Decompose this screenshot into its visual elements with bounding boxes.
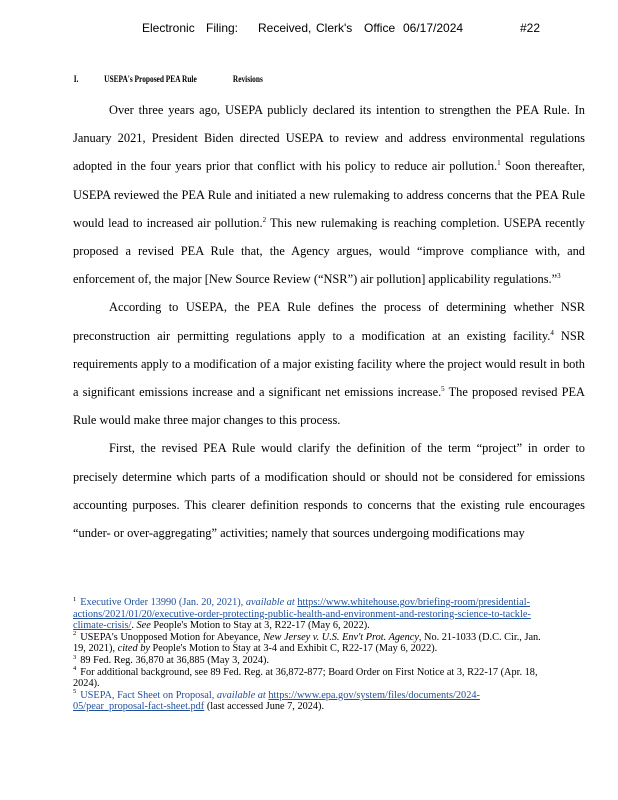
footnote-5: $^5$ USEPA, Fact Sheet on Proposal, available at https://www.epa.gov/system/files/documents/2024-05/pear_proposal-fact-sheet.pdf (last accessed June 7, 2024). <box>73 688 480 713</box>
footnote-3: $^3$ 89 Fed. Reg. 36,870 at 36,885 (May 3, 2024). <box>73 653 270 666</box>
header-date: 06/17/2024 <box>403 21 464 35</box>
footnote-link[interactable]: https://www.epa.gov/system/files/documents/2024-05/pear_proposal-fact-sheet.pdf <box>73 689 480 713</box>
section-number: I. <box>73 74 79 84</box>
section-title: USEPA's Proposed PEA Rule <box>104 74 197 84</box>
footnote-1: $^1$ Executive Order 13990 (Jan. 20, 2021), available at https://www.whitehouse.gov/briefing-room/presidential-actions/2021/01/20/executive-order-protecting-public-health-and-environment-and-restoring-science-to-tackle-climate-crisis/. See People's Motion to Stay at 3, R22-17 (May 6, 2022). <box>73 595 531 632</box>
section-title-cont: Revisions <box>232 74 263 84</box>
paragraph: First, the revised PEA Rule would clarify the definition of the term “project” in order to precisely determine which parts of a modification should or should not be considered for emissions accounting purposes. This clearer definition responds to concerns that the existing rule encourages “under- or over-aggregating” activities; namely that sources undergoing modifications may <box>73 441 585 541</box>
header-filing: Filing: <box>206 21 239 35</box>
footnote-ref[interactable]: 2 <box>262 215 267 224</box>
footnote-link[interactable]: https://www.whitehouse.gov/briefing-room/presidential-actions/2021/01/20/executive-order-protecting-public-health-and-environment-and-restoring-science-to-tackle-climate-crisis/ <box>73 597 531 632</box>
footnote-ref[interactable]: 3 <box>557 272 561 281</box>
footnote-ref[interactable]: 5 <box>441 384 445 393</box>
header-clerks: Clerk's <box>316 21 353 35</box>
footnote-ref[interactable]: 1 <box>497 159 501 168</box>
paragraph: Over three years ago, USEPA publicly declared its intention to strengthen the PEA Rule. In January 2021, President Biden directed USEPA to review and address environmental regulations adopted in the four years prior that conflict with his policy to reduce air pollution.$^1$ Soon thereafter, USEPA reviewed the PEA Rule and initiated a new rulemaking to address concerns that the PEA Rule would lead to increased air pollution.$^2$ This new rulemaking is reaching completion. USEPA recently proposed a revised PEA Rule that, the Agency argues, would “improve compliance with, and enforcement of, the major [New Source Review (“NSR”) air pollution] applicability regulations.”$^3$ <box>73 103 586 287</box>
header-office: Office <box>364 21 396 35</box>
header-electronic: Electronic <box>142 21 195 35</box>
footnote-4: $^4$ For additional background, see 89 Fed. Reg. at 36,872-877; Board Order on First Notice at 3, R22-17 (Apr. 18, 2024). <box>73 665 538 690</box>
footnote-ref[interactable]: 4 <box>550 328 554 337</box>
footnote-separator <box>73 588 223 589</box>
paragraph: According to USEPA, the PEA Rule defines the process of determining whether NSR preconstruction air permitting regulations apply to a modification at an existing facility.$^4$ NSR requirements apply to a modification of a major existing facility where the project would result in both a significant emissions increase and a significant net emissions increase.$^5$ The proposed revised PEA Rule would make three major changes to this process. <box>73 300 585 428</box>
footnote-2: $^2$ USEPA's Unopposed Motion for Abeyance, New Jersey v. U.S. Env't Prot. Agency, No. 21-1033 (D.C. Cir., Jan. 19, 2021), cited by People's Motion to Stay at 3-4 and Exhibit C, R22-17 (May 6, 2022). <box>73 630 541 655</box>
header-page-number: #22 <box>520 21 541 35</box>
header-received: Received, <box>258 21 312 35</box>
footnotes <box>73 597 548 713</box>
body-text <box>73 96 585 547</box>
